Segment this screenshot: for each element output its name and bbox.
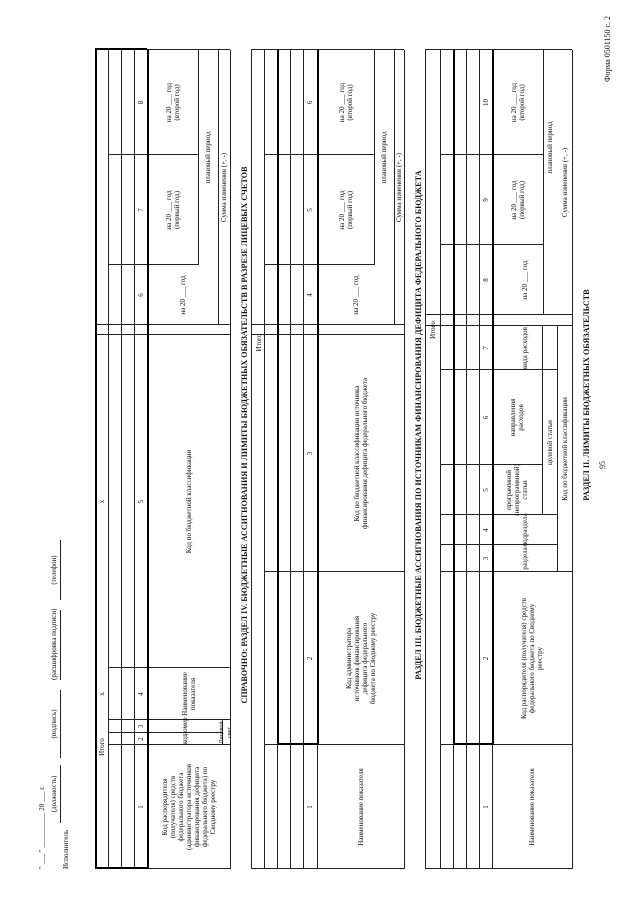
s4-col-number: 6: [136, 293, 145, 297]
s3-col-number: 3: [306, 451, 314, 456]
s3-header-name: Наименование показателя: [356, 768, 365, 846]
s3-header-plan: плановый период: [380, 131, 388, 184]
s2-col-number: 2: [481, 656, 490, 661]
section-2-title: РАЗДЕЛ II. ЛИМИТЫ БЮДЖЕТНЫХ ОБЯЗАТЕЛЬСТВ: [582, 289, 591, 501]
s2-header-section: раздела: [520, 547, 529, 570]
s2-col-number: 5: [481, 488, 490, 492]
s2-col-number: 10: [481, 99, 490, 106]
signature-caption: (подпись): [50, 709, 58, 739]
phone-caption: (телефон): [50, 555, 58, 585]
s2-header-target: целевой статьи: [545, 420, 554, 465]
s4-col-number: 3: [136, 724, 145, 729]
s2-header-sum-change: Сумма изменения (+, -): [560, 147, 569, 218]
s3-col-number: 6: [306, 100, 314, 105]
s4-header-second: на 20 ___ год (второй год): [164, 82, 181, 123]
s2-col-number: 6: [481, 415, 490, 420]
s2-header-exp-type: вида расходов: [520, 327, 529, 369]
form-reference: Форма 0501150 с. 2: [603, 15, 612, 82]
s2-col-number: 8: [481, 278, 490, 282]
s4-header-acc-code: код: [180, 734, 189, 744]
s4-header-acc-number: номер: [180, 717, 189, 736]
s4-header-account: Лицевой счет: [219, 721, 233, 744]
s2-header-second: на 20 ___ год (второй год): [509, 82, 526, 123]
s3-header-code-admin: Код администратора источников финансирования дефицита федерального бюджета по Сводному реестру: [344, 612, 377, 705]
s2-col-number: 1: [481, 805, 490, 809]
s3-header-year: на 20 ___ год: [351, 275, 360, 315]
s2-total-label: Итого: [429, 321, 437, 339]
s4-total-x: х: [97, 692, 106, 696]
s4-header-ind-name: Наименование показателя: [180, 672, 197, 716]
s3-header-sum-change: Сумма изменения (+, -): [395, 152, 403, 223]
s3-col-number: 5: [306, 208, 314, 212]
s2-col-number: 3: [481, 556, 490, 561]
s4-header-sum-change: Сумма изменения (+, -): [220, 152, 228, 223]
s4-header-plan: плановый период: [204, 131, 212, 184]
section-3-title: РАЗДЕЛ III. БЮДЖЕТНЫЕ АССИГНОВАНИЯ ПО ИСТОЧНИКАМ ФИНАНСИРОВАНИЯ ДЕФИЦИТА ФЕДЕРАЛЬНОГО БЮДЖЕТА: [414, 170, 423, 680]
page-number: 95: [598, 461, 607, 469]
s2-header-subsection: подраздела: [520, 513, 529, 547]
s4-header-first: на 20 ___ год (первый год): [164, 190, 181, 230]
s4-header-code: Код распорядителя (получателя) средств федерального бюджета (администратора источников финансирования дефицита федерального бюджета) по Сводному реестру: [160, 763, 217, 851]
s2-header-plan: плановый период: [546, 121, 554, 174]
s4-header-class: Код по бюджетной классификации: [184, 449, 193, 554]
executor-label: Исполнитель: [62, 829, 70, 869]
section-4-title: СПРАВОЧНО: РАЗДЕЛ IV. БЮДЖЕТНЫЕ АССИГНОВАНИЯ И ЛИМИТЫ БЮДЖЕТНЫХ ОБЯЗАТЕЛЬСТВ В РАЗРЕЗЕ ЛИЦЕВЫХ СЧЕТОВ: [240, 166, 249, 704]
position-caption: (должность): [50, 775, 58, 813]
s2-col-number: 7: [481, 346, 490, 350]
s3-col-number: 2: [306, 656, 314, 661]
s3-col-number: 1: [306, 805, 314, 809]
s4-header-year: на 20 ___ год: [178, 275, 187, 315]
s4-col-number: 4: [136, 692, 145, 696]
s2-col-number: 9: [481, 198, 490, 202]
s4-col-number: 1: [136, 805, 145, 809]
s4-col-number: 2: [136, 737, 145, 741]
s3-col-number: 4: [306, 293, 314, 297]
s3-header-first: на 20 ___ год (первый год): [337, 190, 354, 230]
s3-total-label: Итого: [254, 333, 263, 352]
s2-header-year: на 20 ___ год: [520, 260, 529, 300]
decoding-caption: (расшифровка подписи): [50, 608, 58, 680]
s4-col-number: 8: [136, 100, 145, 105]
s2-header-first: на 20 ___ год (первый год): [509, 180, 526, 220]
s4-col-number: 5: [136, 499, 145, 504]
s4-total-x: х: [97, 499, 106, 504]
s2-header-name: Наименование показателя: [528, 768, 536, 846]
s2-col-number: 4: [481, 528, 490, 532]
s4-total-label: Итого: [97, 738, 106, 756]
s2-header-program: программной (непрограммной) статьи: [505, 464, 529, 516]
date-line: " ___ " __________ 20 ___ г.: [38, 785, 46, 869]
s3-header-second: на 20 ___ год (второй год): [337, 82, 354, 123]
s3-header-class: Код по бюджетной классификации источника финансирования дефицита федерального бюджета: [352, 378, 369, 529]
s2-header-direction: направления расходов: [509, 398, 525, 437]
s4-col-number: 7: [136, 208, 145, 212]
s2-header-code: Код распорядителя (получателя) средств федерального бюджета по Сводному реестру: [520, 597, 544, 720]
s2-header-budget-class: Код по бюджетной классификации: [560, 397, 569, 501]
